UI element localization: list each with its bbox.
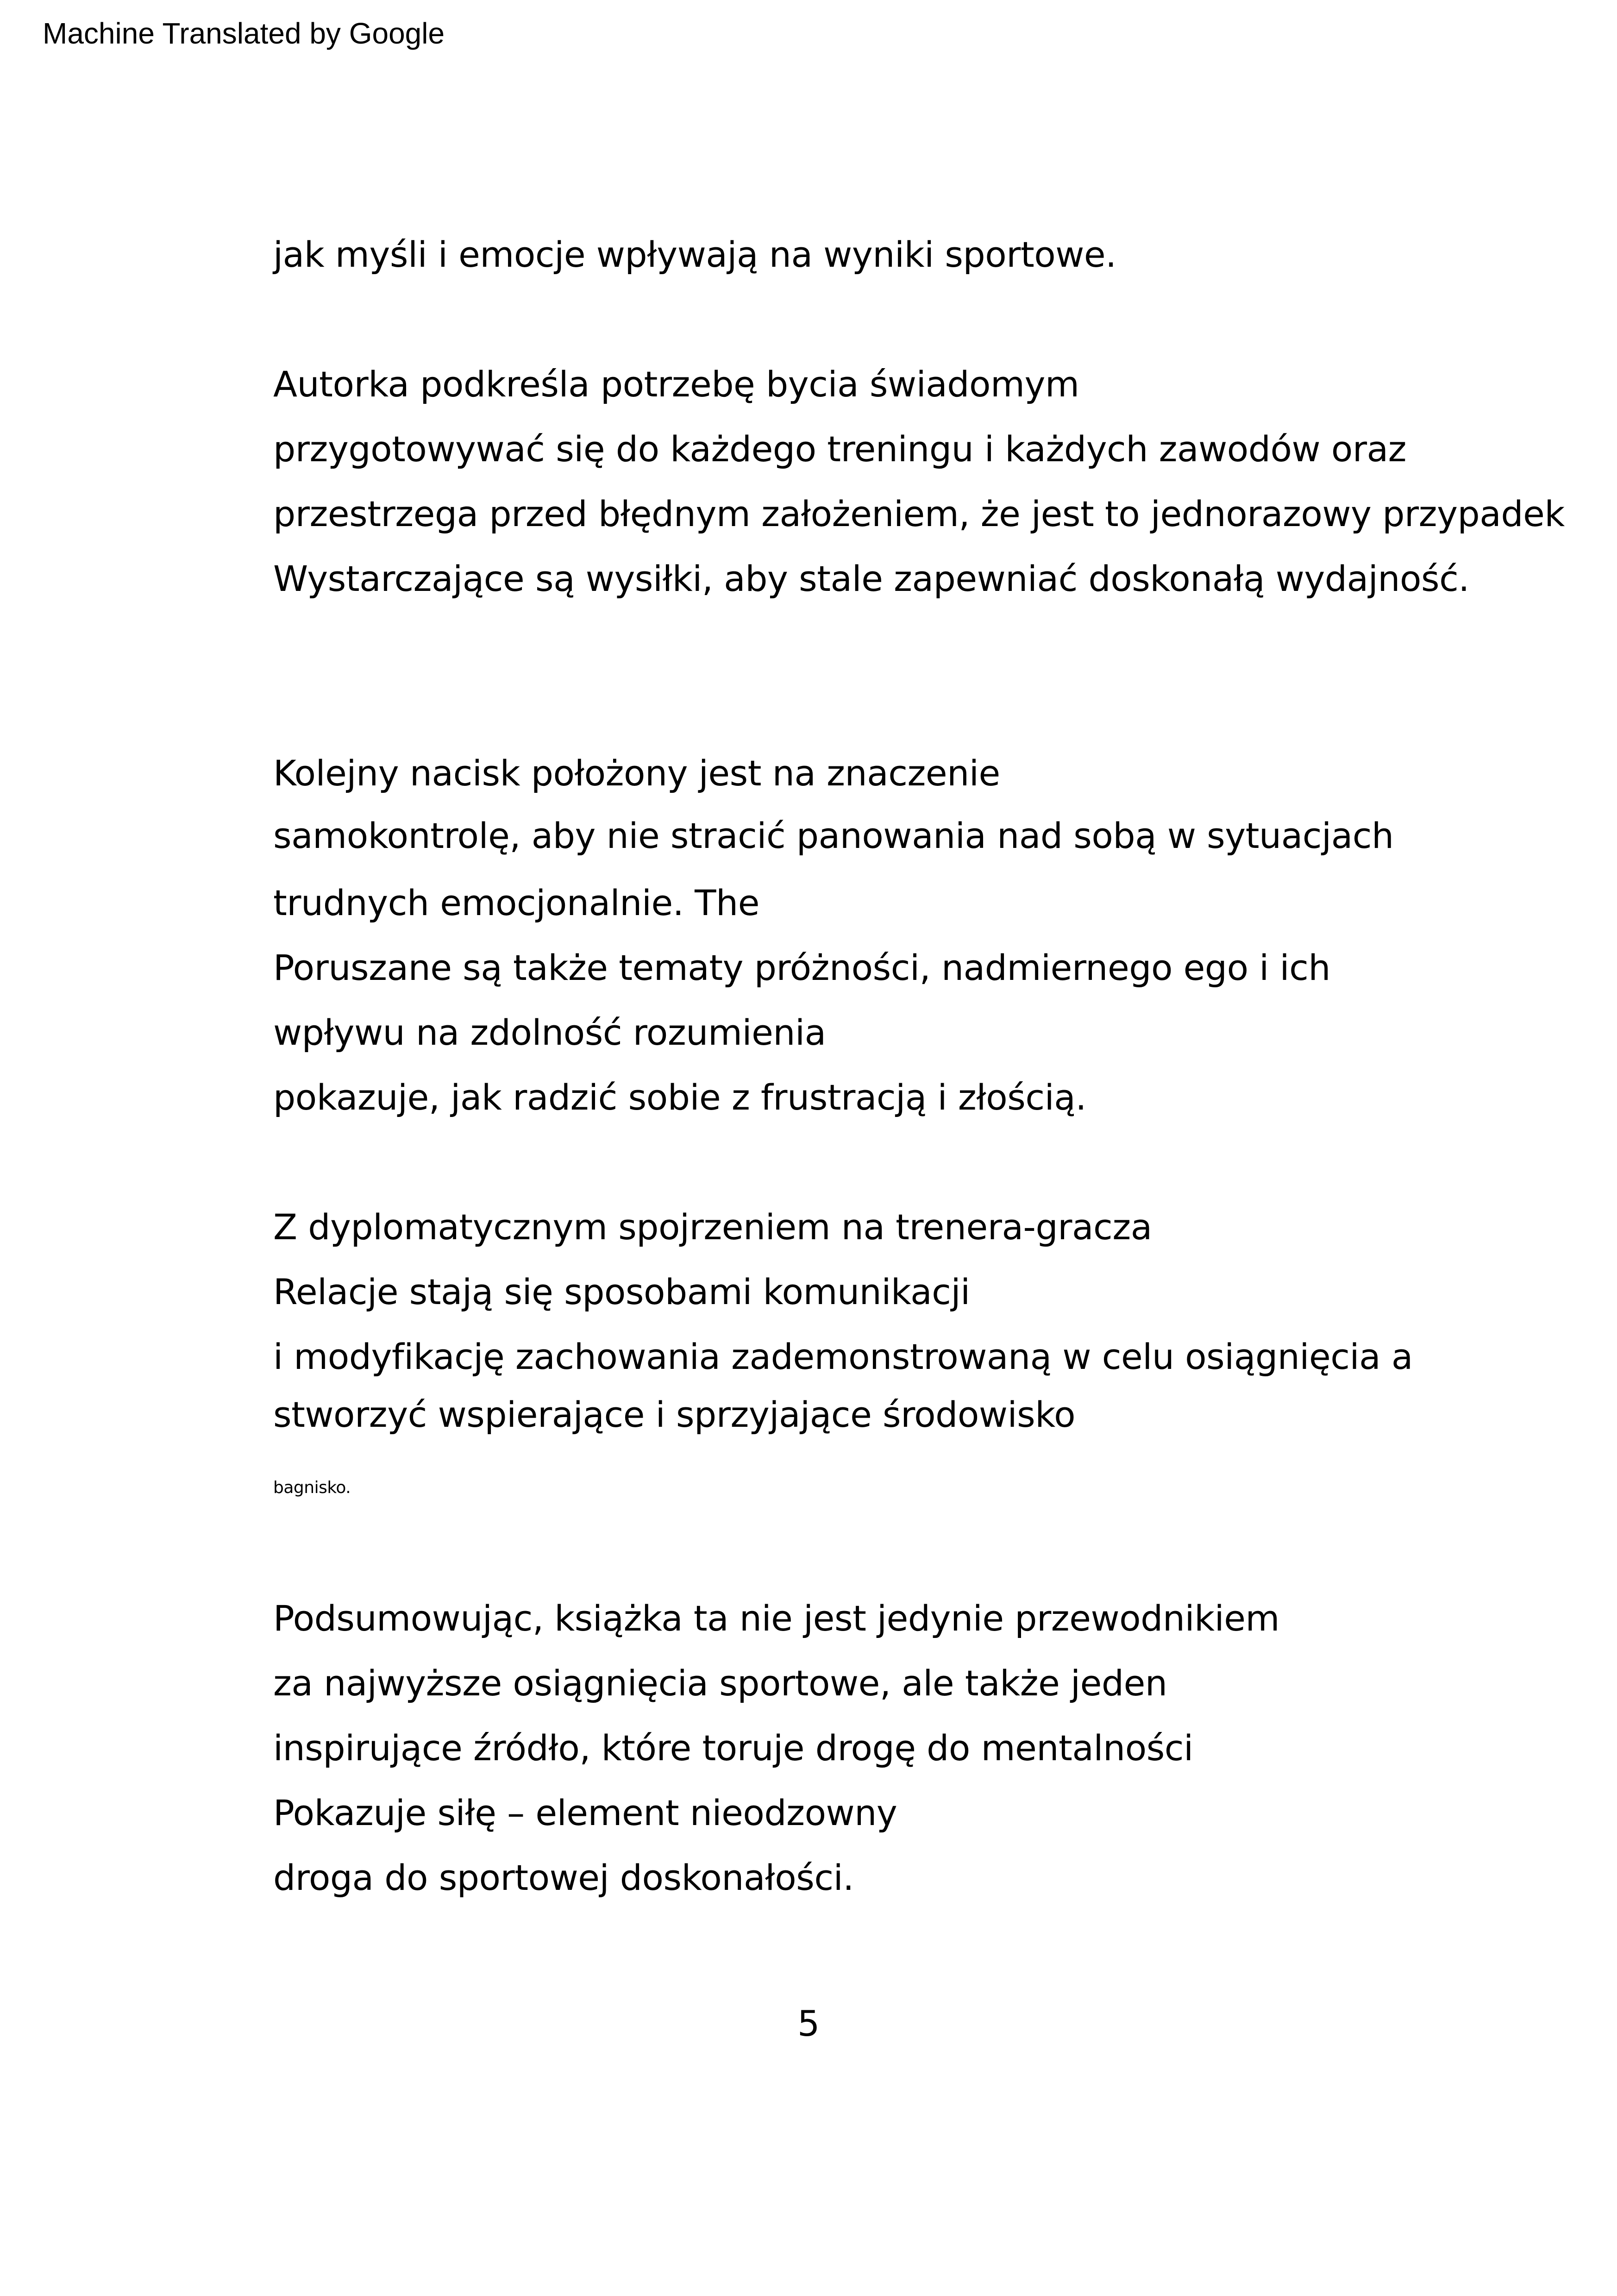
text-line: Poruszane są także tematy próżności, nadmiernego ego i ich [273,947,1331,988]
text-line: Podsumowując, książka ta nie jest jedynie przewodnikiem [273,1598,1280,1639]
text-line: Relacje stają się sposobami komunikacji [273,1271,970,1312]
text-line: przestrzega przed błędnym założeniem, że jest to jednorazowy przypadek [273,493,1565,534]
text-line: wpływu na zdolność rozumienia [273,1012,826,1053]
text-line: Wystarczające są wysiłki, aby stale zapewniać doskonałą wydajność. [273,558,1470,599]
text-line: jak myśli i emocje wpływają na wyniki sportowe. [273,234,1116,275]
text-line: i modyfikację zachowania zademonstrowaną w celu osiągnięcia a [273,1336,1413,1377]
text-line: Pokazuje siłę – element nieodzowny [273,1792,897,1833]
text-line: Autorka podkreśla potrzebę bycia świadomym [273,364,1079,405]
text-line: Kolejny nacisk położony jest na znaczenie [273,753,1000,794]
text-line: przygotowywać się do każdego treningu i każdych zawodów oraz [273,428,1407,470]
text-line: pokazuje, jak radzić sobie z frustracją i złością. [273,1077,1087,1118]
text-line: trudnych emocjonalnie. The [273,882,759,923]
text-line: samokontrolę, aby nie stracić panowania nad sobą w sytuacjach [273,815,1394,856]
text-line: stworzyć wspierające i sprzyjające środowisko [273,1394,1076,1435]
page-number: 5 [797,2003,820,2044]
text-line: inspirujące źródło, które toruje drogę do mentalności [273,1727,1193,1769]
text-line-small: bagnisko. [273,1478,351,1497]
text-line: Z dyplomatycznym spojrzeniem na trenera-gracza [273,1206,1152,1248]
machine-translation-note: Machine Translated by Google [43,17,445,50]
text-line: droga do sportowej doskonałości. [273,1857,854,1898]
text-line: za najwyższe osiągnięcia sportowe, ale także jeden [273,1662,1167,1704]
